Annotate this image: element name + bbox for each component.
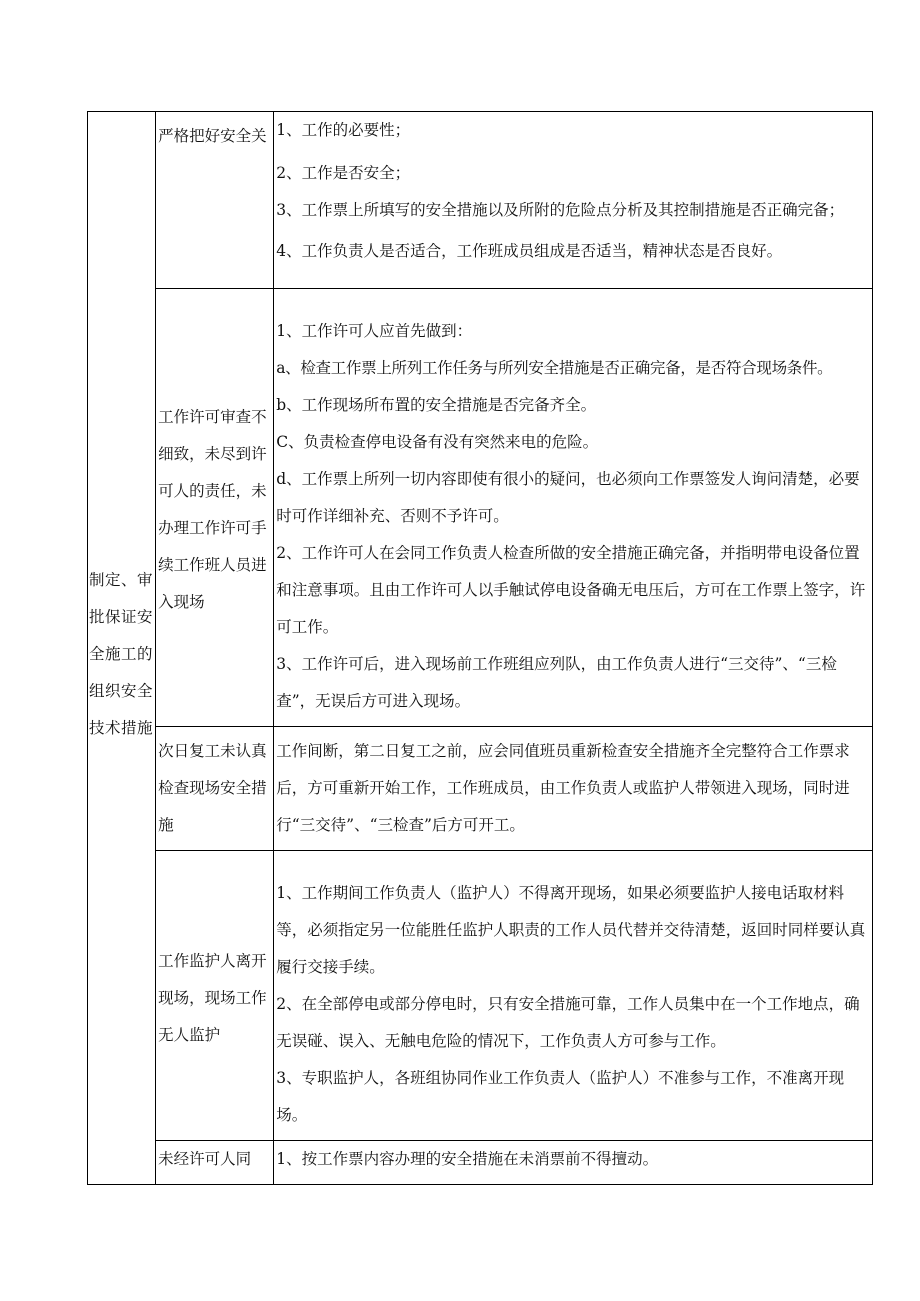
measure-line: 1、工作许可人应首先做到： <box>276 322 473 340</box>
measure-line: C、负责检查停电设备有没有突然来电的危险。 <box>276 433 599 451</box>
measure-line: 1、工作的必要性； <box>276 121 411 139</box>
measure-cell <box>274 1141 873 1185</box>
risk-item-label: 未经许可人同 <box>158 1150 252 1168</box>
measure-line: b、工作现场所布置的安全措施是否完备齐全。 <box>276 396 597 414</box>
risk-item-cell <box>156 727 274 851</box>
measure-line: 3、工作许可后，进入现场前工作班组应列队，由工作负责人进行“三交待”、“三检查”，无误后方可进入现场。 <box>276 655 837 710</box>
measure-line: 工作间断，第二日复工之前，应会同值班员重新检查安全措施齐全完整符合工作票求后，方可重新开始工作，工作班成员，由工作负责人或监护人带领进入现场，同时进行“三交待”、“三检查”后方可开工。 <box>276 742 850 834</box>
measure-cell <box>274 112 873 289</box>
measure-cell <box>274 289 873 727</box>
risk-item-cell <box>156 851 274 1141</box>
risk-item-label: 严格把好安全关 <box>158 127 267 145</box>
measure-line: a、检查工作票上所列工作任务与所列安全措施是否正确完备，是否符合现场条件。 <box>276 359 833 377</box>
safety-measures-table <box>87 111 873 1185</box>
risk-item-cell <box>156 112 274 289</box>
measure-line: 1、按工作票内容办理的安全措施在未消票前不得擅动。 <box>276 1150 659 1168</box>
measure-line: 2、工作许可人在会同工作负责人检查所做的安全措施正确完备，并指明带电设备位置和注意事项。且由工作许可人以手触试停电设备确无电压后，方可在工作票上签字，许可工作。 <box>276 544 866 636</box>
measure-line: 3、工作票上所填写的安全措施以及所附的危险点分析及其控制措施是否正确完备； <box>276 201 845 219</box>
table-row <box>88 1141 873 1185</box>
table-row <box>88 289 873 727</box>
table-row <box>88 851 873 1141</box>
table-row <box>88 112 873 289</box>
category-label: 制定、审批保证安全施工的组织安全技术措施 <box>89 571 154 737</box>
measure-line: 3、专职监护人，各班组协同作业工作负责人（监护人）不准参与工作，不准离开现场。 <box>276 1069 845 1124</box>
table-row <box>88 727 873 851</box>
risk-item-cell <box>156 289 274 727</box>
measure-line: 4、工作负责人是否适合，工作班成员组成是否适当，精神状态是否良好。 <box>276 242 783 260</box>
risk-item-label: 工作监护人离开现场，现场工作无人监护 <box>158 952 267 1044</box>
measure-line: 2、工作是否安全； <box>276 164 411 182</box>
risk-item-label: 工作许可审查不细致，未尽到许可人的责任，未办理工作许可手续工作班人员进入现场 <box>158 408 267 611</box>
risk-item-cell <box>156 1141 274 1185</box>
category-cell <box>88 112 156 1185</box>
measure-cell <box>274 851 873 1141</box>
measure-line: d、工作票上所列一切内容即使有很小的疑问，也必须向工作票签发人询问清楚，必要时可作详细补充、否则不予许可。 <box>276 470 860 525</box>
measure-cell <box>274 727 873 851</box>
measure-line: 2、在全部停电或部分停电时，只有安全措施可靠，工作人员集中在一个工作地点，确无误碰、误入、无触电危险的情况下，工作负责人方可参与工作。 <box>276 995 860 1050</box>
measure-line: 1、工作期间工作负责人（监护人）不得离开现场，如果必须要监护人接电话取材料等，必须指定另一位能胜任监护人职责的工作人员代替并交待清楚，返回时同样要认真履行交接手续。 <box>276 884 866 976</box>
risk-item-label: 次日复工未认真检查现场安全措施 <box>158 742 267 834</box>
